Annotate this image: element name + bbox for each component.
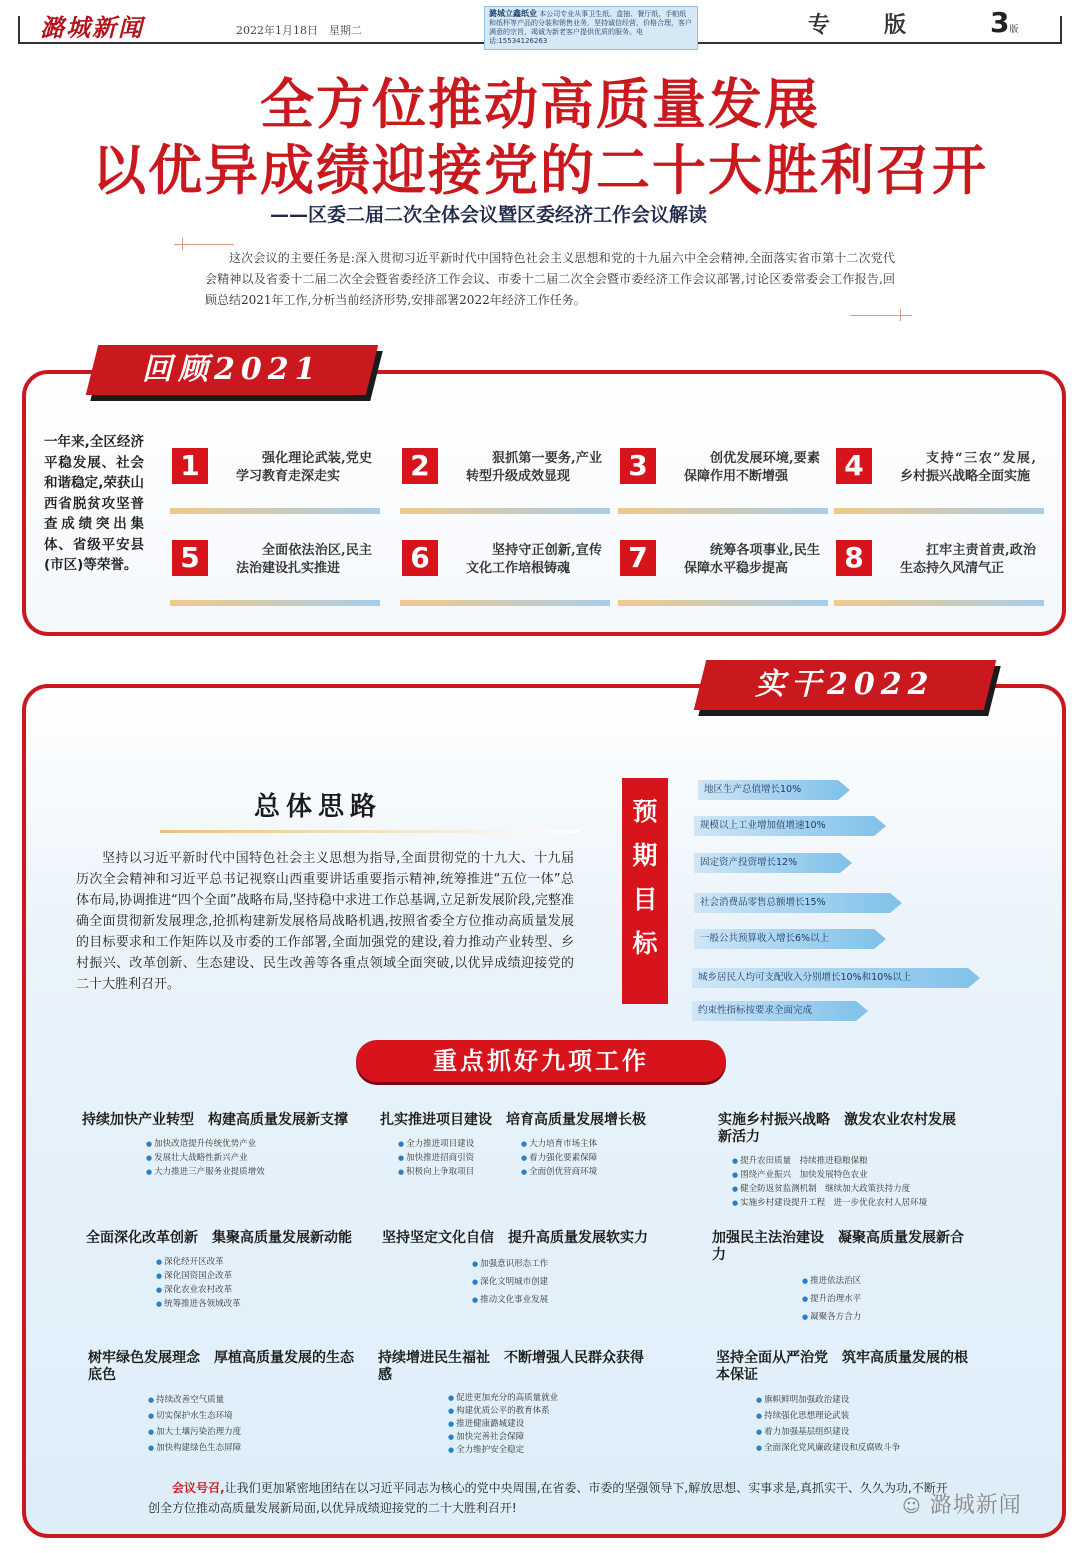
review-item-text: 强化理论武装,党史学习教育走深走实 — [236, 451, 372, 484]
newspaper-logo: 潞城新闻 — [40, 13, 144, 42]
task-block — [382, 1230, 652, 1309]
approach-underline — [160, 830, 580, 833]
review-item-bar — [834, 600, 1044, 606]
task-item: ● 全面深化党风廉政建设和反腐败斗争 — [756, 1440, 978, 1456]
goal-arrow: 约束性指标按要求全面完成 — [692, 1001, 856, 1021]
task-list — [156, 1255, 356, 1311]
goal-arrow: 地区生产总值增长10% — [698, 780, 838, 800]
task-title: 坚持坚定文化自信 提升高质量发展软实力 — [382, 1230, 652, 1247]
review-item — [402, 448, 608, 518]
page-number — [990, 6, 1019, 39]
review-item-number: 1 — [172, 448, 208, 484]
task-item: ● 持续改善空气质量 — [148, 1392, 358, 1408]
task-title: 持续增进民生福祉 不断增强人民群众获得感 — [378, 1350, 648, 1384]
goal-tag-char: 标 — [632, 929, 658, 958]
review-item-text: 创优发展环境,要素保障作用不断增强 — [684, 451, 820, 484]
expected-goals-tag — [622, 778, 668, 1004]
task-item: ● 持续强化思想理论武装 — [756, 1408, 978, 1424]
nine-tasks-banner: 重点抓好九项工作 — [356, 1040, 726, 1082]
review-2021-ribbon — [86, 345, 378, 395]
task-item: ● 全力维护安全稳定 — [448, 1444, 648, 1457]
task-list — [448, 1392, 648, 1457]
review-item-number: 5 — [172, 540, 208, 576]
plan-2022-ribbon — [694, 660, 996, 710]
headline-line-1: 全方位推动高质量发展 — [260, 73, 820, 136]
task-item: ● 深化经开区改革 — [156, 1255, 356, 1269]
goal-tag-char: 期 — [632, 841, 658, 870]
meeting-call-paragraph — [148, 1478, 948, 1518]
goal-arrow: 社会消费品零售总额增长15% — [694, 893, 890, 913]
task-block — [378, 1350, 648, 1457]
review-item-text: 全面依法治区,民主法治建设扎实推进 — [236, 543, 372, 576]
task-item: ● 促进更加充分的高质量就业 — [448, 1392, 648, 1405]
task-block — [86, 1230, 356, 1311]
goal-arrow: 固定资产投资增长12% — [694, 853, 840, 873]
task-item: ● 加大土壤污染治理力度 — [148, 1424, 358, 1440]
masthead-rule-left — [18, 16, 20, 44]
task-item: ● 加快推进招商引资 — [398, 1151, 515, 1165]
page-number-suffix: 版 — [1009, 25, 1019, 35]
wechat-watermark — [902, 1488, 1022, 1519]
task-block — [716, 1350, 978, 1456]
task-list — [756, 1392, 978, 1456]
task-item: ● 切实保护水生态环境 — [148, 1408, 358, 1424]
task-item: ● 积极向上争取项目 — [398, 1165, 515, 1179]
goal-arrow: 一般公共预算收入增长6%以上 — [694, 929, 874, 949]
decor-tick-right — [900, 309, 901, 321]
review-item-bar — [834, 508, 1044, 514]
task-title: 扎实推进项目建设 培育高质量发展增长极 — [380, 1112, 650, 1129]
task-item: ● 深化国资国企改革 — [156, 1269, 356, 1283]
review-item — [172, 448, 378, 518]
task-block — [82, 1112, 352, 1179]
task-item: ● 健全防返贫监测机制 继续加大政策扶持力度 — [732, 1182, 968, 1196]
meeting-call-label: 会议号召, — [172, 1481, 225, 1495]
review-item-bar — [170, 508, 380, 514]
headline-line-2: 以优异成绩迎接党的二十大胜利召开 — [92, 139, 988, 202]
task-list — [802, 1272, 974, 1326]
page-number-value: 3 — [990, 6, 1010, 39]
task-item: ● 凝聚各方合力 — [802, 1308, 974, 1326]
approach-title: 总体思路 — [254, 792, 383, 822]
watermark-text: 潞城新闻 — [929, 1493, 1022, 1518]
masthead — [18, 6, 1062, 44]
masthead-rule-right — [1060, 16, 1062, 44]
task-item: ● 加快构建绿色生态屏障 — [148, 1440, 358, 1456]
review-item-text: 统筹各项事业,民生保障水平稳步提高 — [684, 543, 820, 576]
decor-tick-left — [182, 238, 183, 250]
review-item — [836, 540, 1042, 610]
review-item-number: 4 — [836, 448, 872, 484]
task-block — [380, 1112, 650, 1179]
task-item: ● 构建优质公平的教育体系 — [448, 1405, 648, 1418]
approach-paragraph: 坚持以习近平新时代中国特色社会主义思想为指导,全面贯彻党的十九大、十九届历次全会精神和习近平总书记视察山西重要讲话重要指示精神,统筹推进“五位一体”总体布局,协调推进“四个全面”战略布局,坚持稳中求进工作总基调,立足新发展阶段,完整准确全面贯彻新发展理念,抢抓构建新发展格局战略机遇,按照省委全方位推动高质量发展的目标要求和工作矩阵以及市委的工作部署,全面加强党的建设,着力推动产业转型、乡村振兴、改革创新、生态建设、民生改善等各重点领域全面突破,以优异成绩迎接党的二十大胜利召开。 — [76, 851, 574, 992]
issue-date: 2022年1月18日 星期二 — [236, 24, 362, 37]
task-list — [732, 1154, 968, 1210]
special-edition-label: 专版 — [808, 12, 961, 38]
task-item: ● 推进健康潞城建设 — [448, 1418, 648, 1431]
review-item — [620, 448, 826, 518]
task-list — [398, 1137, 638, 1179]
goal-arrow: 城乡居民人均可支配收入分别增长10%和10%以上 — [692, 968, 968, 988]
review-item-text: 狠抓第一要务,产业转型升级成效显现 — [466, 451, 602, 484]
headline-subtitle: ——区委二届二次全体会议暨区委经济工作会议解读 — [270, 204, 708, 226]
task-list — [146, 1137, 352, 1179]
task-item: ● 大力推进三产服务业提质增效 — [146, 1165, 352, 1179]
task-item: ● 全力推进项目建设 — [398, 1137, 515, 1151]
decor-line-left — [174, 244, 234, 245]
task-item: ● 发展壮大战略性新兴产业 — [146, 1151, 352, 1165]
task-item: ● 提升农田质量 持续推进稳粮保粮 — [732, 1154, 968, 1168]
task-item: ● 加快完善社会保障 — [448, 1431, 648, 1444]
review-2021-title: 回顾2021 — [142, 352, 322, 387]
task-item: ● 全面创优营商环境 — [521, 1165, 638, 1179]
task-item: ● 深化文明城市创建 — [472, 1273, 652, 1291]
review-item-bar — [400, 600, 610, 606]
task-item: ● 深化农业农村改革 — [156, 1283, 356, 1297]
decor-line-right — [850, 315, 912, 316]
task-item: ● 旗帜鲜明加强政治建设 — [756, 1392, 978, 1408]
task-title: 坚持全面从严治党 筑牢高质量发展的根本保证 — [716, 1350, 978, 1384]
task-item: ● 推动文化事业发展 — [472, 1291, 652, 1309]
task-block — [718, 1112, 968, 1210]
task-item: ● 着力强化要素保障 — [521, 1151, 638, 1165]
task-item: ● 加强意识形态工作 — [472, 1255, 652, 1273]
review-item-bar — [400, 508, 610, 514]
task-item: ● 统筹推进各领域改革 — [156, 1297, 356, 1311]
wechat-icon: ☺ — [902, 1496, 922, 1517]
review-item — [402, 540, 608, 610]
ad-title: 潞城立鑫纸业 — [489, 9, 537, 18]
intro-paragraph: 这次会议的主要任务是:深入贯彻习近平新时代中国特色社会主义思想和党的十九届六中全会精神,全面落实省市第十二次党代会精神以及省委十二届二次全会暨省委经济工作会议、市委十二届二次全会暨市委经济工作会议部署,讨论区委常委会工作报告,回顾总结2021年工作,分析当前经济形势,安排部署2022年经济工作任务。 — [205, 251, 895, 307]
task-title: 加强民主法治建设 凝聚高质量发展新合力 — [712, 1230, 974, 1264]
review-item-text: 支持“三农”发展,乡村振兴战略全面实施 — [900, 451, 1036, 484]
review-item-number: 7 — [620, 540, 656, 576]
task-item: ● 推进依法治区 — [802, 1272, 974, 1290]
review-item-number: 2 — [402, 448, 438, 484]
review-item-text: 扛牢主责首责,政治生态持久风清气正 — [900, 543, 1036, 576]
task-block — [712, 1230, 974, 1326]
task-title: 持续加快产业转型 构建高质量发展新支撑 — [82, 1112, 352, 1129]
task-item: ● 大力培育市场主体 — [521, 1137, 638, 1151]
task-block — [88, 1350, 358, 1456]
review-item-bar — [618, 600, 828, 606]
review-item-number: 8 — [836, 540, 872, 576]
task-item: ● 提升治理水平 — [802, 1290, 974, 1308]
review-item — [836, 448, 1042, 518]
review-item — [620, 540, 826, 610]
task-title: 全面深化改革创新 集聚高质量发展新动能 — [86, 1230, 356, 1247]
task-list — [472, 1255, 652, 1309]
ad-box — [484, 6, 698, 50]
task-title: 实施乡村振兴战略 激发农业农村发展新活力 — [718, 1112, 968, 1146]
review-item-number: 6 — [402, 540, 438, 576]
meeting-call-text: 让我们更加紧密地团结在以习近平同志为核心的党中央周围,在省委、市委的坚强领导下,解放思想、实事求是,真抓实干、久久为功,不断开创全方位推动高质量发展新局面,以优异成绩迎接党的二十大胜利召开! — [148, 1481, 948, 1515]
task-title: 树牢绿色发展理念 厚植高质量发展的生态底色 — [88, 1350, 358, 1384]
task-list — [148, 1392, 358, 1456]
review-item — [172, 540, 378, 610]
review-item-number: 3 — [620, 448, 656, 484]
task-item: ● 着力加强基层组织建设 — [756, 1424, 978, 1440]
review-item-bar — [170, 600, 380, 606]
goal-arrow: 规模以上工业增加值增速10% — [694, 816, 874, 836]
task-item: ● 实施乡村建设提升工程 进一步优化农村人居环境 — [732, 1196, 968, 1210]
plan-2022-title: 实干2022 — [755, 667, 935, 702]
task-item: ● 加快改造提升传统优势产业 — [146, 1137, 352, 1151]
review-lead-text: 一年来,全区经济平稳发展、社会和谐稳定,荣获山西省脱贫攻坚普查成绩突出集体、省级平安县(市区)等荣誉。 — [44, 434, 144, 573]
goal-tag-char: 预 — [632, 797, 658, 826]
ad-text: 本公司专业从事卫生纸、盒抽、餐厅纸、手帕纸和纸杯等产品的分装和销售业务，坚持诚信经营，价格合理，客户满意的宗旨，竭诚为新老客户提供优质的服务。电话:15534126263 — [489, 10, 692, 45]
goal-tag-char: 目 — [632, 885, 658, 914]
task-item: ● 围绕产业振兴 加快发展特色农业 — [732, 1168, 968, 1182]
review-item-text: 坚持守正创新,宣传文化工作培根铸魂 — [466, 543, 602, 576]
review-item-bar — [618, 508, 828, 514]
